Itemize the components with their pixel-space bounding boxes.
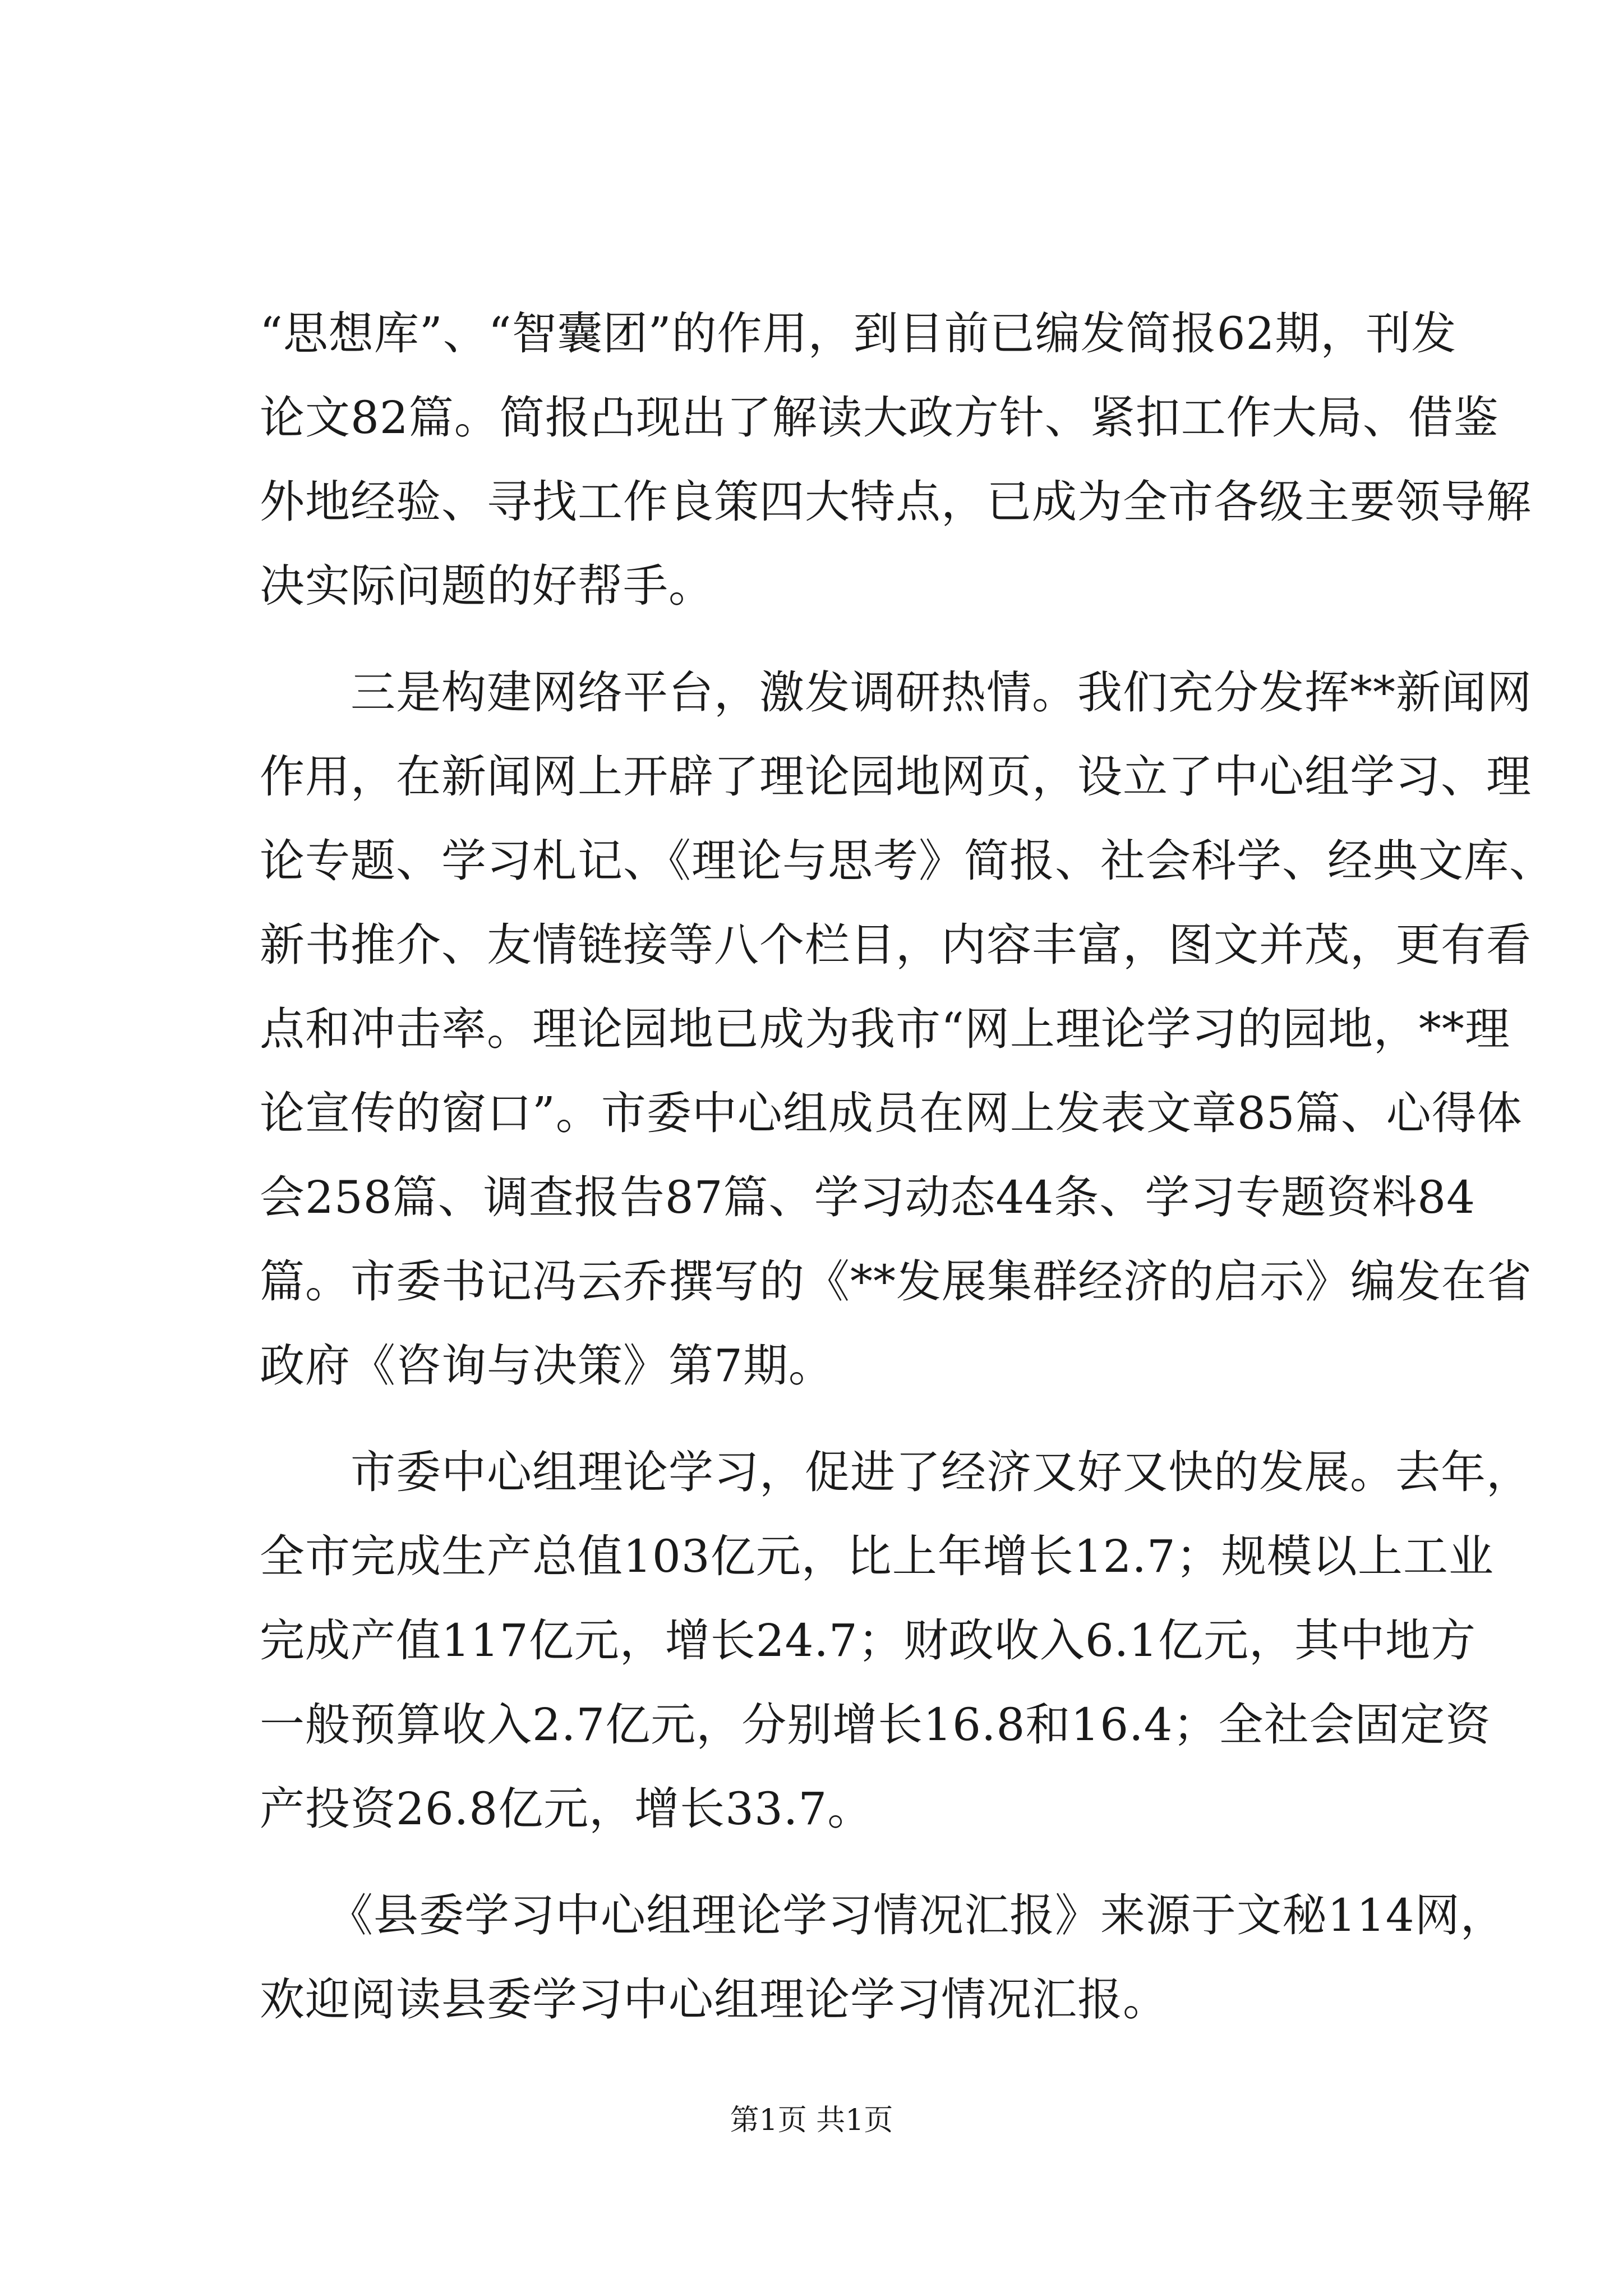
paragraph-spacer bbox=[260, 1851, 1437, 1874]
text-line: 欢迎阅读县委学习中心组理论学习情况汇报。 bbox=[260, 1973, 1168, 2026]
text-line: “思想库”、“智囊团”的作用，到目前已编发简报62期，刊发 bbox=[260, 307, 1457, 360]
text-line: 三是构建网络平台，激发调研热情。我们充分发挥**新闻网 bbox=[260, 666, 1532, 719]
paragraph-spacer bbox=[260, 1408, 1437, 1430]
text-line: 外地经验、寻找工作良策四大特点，已成为全市各级主要领导解 bbox=[260, 476, 1532, 528]
text-line: 作用，在新闻网上开辟了理论园地网页，设立了中心组学习、理 bbox=[260, 751, 1532, 803]
paragraph-1 bbox=[260, 292, 1532, 628]
text-line: 点和冲击率。理论园地已成为我市“网上理论学习的园地，**理 bbox=[260, 1003, 1510, 1055]
text-line: 政府《咨询与决策》第7期。 bbox=[260, 1340, 834, 1392]
text-line: 市委中心组理论学习，促进了经济又好又快的发展。去年， bbox=[260, 1446, 1532, 1498]
text-line: 篇。市委书记冯云乔撰写的《**发展集群经济的启示》编发在省 bbox=[260, 1255, 1532, 1308]
text-line: 产投资26.8亿元，增长33.7。 bbox=[260, 1783, 873, 1835]
text-line: 论文82篇。简报凸现出了解读大政方针、紧扣工作大局、借鉴 bbox=[260, 392, 1499, 444]
text-line: 《县委学习中心组理论学习情况汇报》来源于文秘114网， bbox=[260, 1889, 1506, 1941]
paragraph-2 bbox=[260, 651, 1555, 1408]
text-line: 完成产值117亿元，增长24.7；财政收入6.1亿元，其中地方 bbox=[260, 1614, 1477, 1667]
paragraph-3 bbox=[260, 1430, 1532, 1851]
paragraph-4 bbox=[260, 1874, 1506, 2042]
document-body bbox=[260, 292, 1555, 2042]
text-line: 论专题、学习札记、《理论与思考》简报、社会科学、经典文库、 bbox=[260, 835, 1555, 887]
text-line: 全市完成生产总值103亿元，比上年增长12.7；规模以上工业 bbox=[260, 1530, 1494, 1582]
text-line: 会258篇、调查报告87篇、学习动态44条、学习专题资料84 bbox=[260, 1171, 1476, 1223]
text-line: 决实际问题的好帮手。 bbox=[260, 560, 714, 612]
text-line: 新书推介、友情链接等八个栏目，内容丰富，图文并茂，更有看 bbox=[260, 919, 1532, 971]
text-line: 一般预算收入2.7亿元，分别增长16.8和16.4；全社会固定资 bbox=[260, 1699, 1491, 1751]
paragraph-spacer bbox=[260, 628, 1437, 651]
page-footer: 第1页 共1页 bbox=[730, 2104, 893, 2137]
text-line: 论宣传的窗口”。市委中心组成员在网上发表文章85篇、心得体 bbox=[260, 1087, 1523, 1139]
